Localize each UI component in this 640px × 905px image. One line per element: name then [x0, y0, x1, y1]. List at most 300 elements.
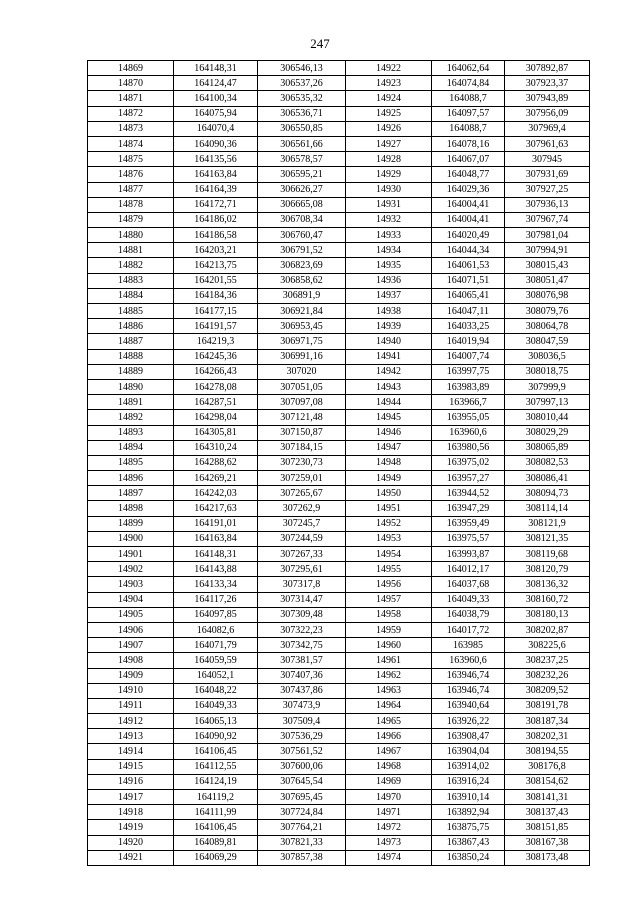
- x-coord-left-cell: 164242,03: [174, 486, 258, 501]
- x-coord-right-cell: 163966,7: [432, 395, 505, 410]
- point-id-left-cell: 14876: [88, 167, 174, 182]
- x-coord-right-cell: 163892,94: [432, 805, 505, 820]
- x-coord-right-cell: 164017,72: [432, 622, 505, 637]
- y-coord-right-cell: 308121,9: [505, 516, 590, 531]
- point-id-right-cell: 14924: [346, 91, 432, 106]
- x-coord-right-cell: 163850,24: [432, 850, 505, 865]
- x-coord-right-cell: 163946,74: [432, 668, 505, 683]
- point-id-left-cell: 14902: [88, 562, 174, 577]
- table-row: [88, 805, 590, 820]
- y-coord-right-cell: 307994,91: [505, 243, 590, 258]
- y-coord-left-cell: 306760,47: [258, 228, 346, 243]
- point-id-left-cell: 14906: [88, 622, 174, 637]
- x-coord-left-cell: 164148,31: [174, 547, 258, 562]
- y-coord-right-cell: 307961,63: [505, 136, 590, 151]
- x-coord-right-cell: 164078,16: [432, 136, 505, 151]
- point-id-right-cell: 14949: [346, 471, 432, 486]
- table-row: [88, 395, 590, 410]
- x-coord-left-cell: 164148,31: [174, 61, 258, 76]
- y-coord-right-cell: 308119,68: [505, 547, 590, 562]
- table-row: [88, 152, 590, 167]
- y-coord-left-cell: 306891,9: [258, 288, 346, 303]
- x-coord-right-cell: 164029,36: [432, 182, 505, 197]
- y-coord-right-cell: 307927,25: [505, 182, 590, 197]
- y-coord-left-cell: 306595,21: [258, 167, 346, 182]
- y-coord-left-cell: 307764,21: [258, 820, 346, 835]
- y-coord-left-cell: 306953,45: [258, 319, 346, 334]
- table-row: [88, 212, 590, 227]
- page-number: 247: [310, 36, 330, 51]
- point-id-right-cell: 14939: [346, 319, 432, 334]
- point-id-left-cell: 14900: [88, 531, 174, 546]
- table-row: [88, 425, 590, 440]
- x-coord-right-cell: 163975,02: [432, 455, 505, 470]
- point-id-right-cell: 14932: [346, 212, 432, 227]
- y-coord-right-cell: 308232,26: [505, 668, 590, 683]
- point-id-right-cell: 14934: [346, 243, 432, 258]
- x-coord-left-cell: 164184,36: [174, 288, 258, 303]
- x-coord-left-cell: 164049,33: [174, 698, 258, 713]
- table-row: [88, 607, 590, 622]
- point-id-left-cell: 14870: [88, 76, 174, 91]
- x-coord-right-cell: 164007,74: [432, 349, 505, 364]
- point-id-right-cell: 14961: [346, 653, 432, 668]
- point-id-right-cell: 14952: [346, 516, 432, 531]
- x-coord-right-cell: 164088,7: [432, 121, 505, 136]
- point-id-left-cell: 14895: [88, 455, 174, 470]
- point-id-right-cell: 14956: [346, 577, 432, 592]
- table-row: [88, 197, 590, 212]
- y-coord-left-cell: 306665,08: [258, 197, 346, 212]
- point-id-left-cell: 14878: [88, 197, 174, 212]
- table-row: [88, 547, 590, 562]
- point-id-left-cell: 14897: [88, 486, 174, 501]
- point-id-left-cell: 14912: [88, 714, 174, 729]
- y-coord-right-cell: 307936,13: [505, 197, 590, 212]
- coordinates-table-body: [88, 61, 590, 866]
- x-coord-right-cell: 163916,24: [432, 774, 505, 789]
- x-coord-left-cell: 164090,92: [174, 729, 258, 744]
- y-coord-left-cell: 306991,16: [258, 349, 346, 364]
- y-coord-left-cell: 306536,71: [258, 106, 346, 121]
- point-id-right-cell: 14928: [346, 152, 432, 167]
- y-coord-left-cell: 307342,75: [258, 638, 346, 653]
- y-coord-left-cell: 307821,33: [258, 835, 346, 850]
- x-coord-left-cell: 164163,84: [174, 167, 258, 182]
- y-coord-right-cell: 307945: [505, 152, 590, 167]
- x-coord-right-cell: 163904,04: [432, 744, 505, 759]
- y-coord-right-cell: 308015,43: [505, 258, 590, 273]
- x-coord-right-cell: 164065,41: [432, 288, 505, 303]
- table-row: [88, 622, 590, 637]
- point-id-right-cell: 14960: [346, 638, 432, 653]
- point-id-left-cell: 14884: [88, 288, 174, 303]
- y-coord-right-cell: 308180,13: [505, 607, 590, 622]
- x-coord-right-cell: 164049,33: [432, 592, 505, 607]
- point-id-right-cell: 14944: [346, 395, 432, 410]
- x-coord-right-cell: 163955,05: [432, 410, 505, 425]
- x-coord-right-cell: 164067,07: [432, 152, 505, 167]
- y-coord-right-cell: 308209,52: [505, 683, 590, 698]
- point-id-right-cell: 14930: [346, 182, 432, 197]
- x-coord-right-cell: 163875,75: [432, 820, 505, 835]
- table-row: [88, 486, 590, 501]
- x-coord-left-cell: 164048,22: [174, 683, 258, 698]
- x-coord-left-cell: 164298,04: [174, 410, 258, 425]
- x-coord-left-cell: 164213,75: [174, 258, 258, 273]
- y-coord-left-cell: 307695,45: [258, 790, 346, 805]
- y-coord-right-cell: 307943,89: [505, 91, 590, 106]
- y-coord-right-cell: 308082,53: [505, 455, 590, 470]
- table-row: [88, 273, 590, 288]
- point-id-left-cell: 14890: [88, 379, 174, 394]
- y-coord-right-cell: 308151,85: [505, 820, 590, 835]
- y-coord-left-cell: 307314,47: [258, 592, 346, 607]
- y-coord-left-cell: 306921,84: [258, 304, 346, 319]
- point-id-right-cell: 14947: [346, 440, 432, 455]
- x-coord-right-cell: 163957,27: [432, 471, 505, 486]
- x-coord-left-cell: 164266,43: [174, 364, 258, 379]
- x-coord-right-cell: 164004,41: [432, 197, 505, 212]
- x-coord-right-cell: 164019,94: [432, 334, 505, 349]
- y-coord-right-cell: 307997,13: [505, 395, 590, 410]
- y-coord-right-cell: 308064,78: [505, 319, 590, 334]
- x-coord-right-cell: 163910,14: [432, 790, 505, 805]
- point-id-right-cell: 14950: [346, 486, 432, 501]
- y-coord-right-cell: 308136,32: [505, 577, 590, 592]
- x-coord-left-cell: 164245,36: [174, 349, 258, 364]
- y-coord-left-cell: 307265,67: [258, 486, 346, 501]
- point-id-left-cell: 14907: [88, 638, 174, 653]
- point-id-right-cell: 14973: [346, 835, 432, 850]
- point-id-left-cell: 14901: [88, 547, 174, 562]
- x-coord-left-cell: 164219,3: [174, 334, 258, 349]
- y-coord-left-cell: 307262,9: [258, 501, 346, 516]
- point-id-right-cell: 14954: [346, 547, 432, 562]
- y-coord-right-cell: 307923,37: [505, 76, 590, 91]
- y-coord-right-cell: 308094,73: [505, 486, 590, 501]
- x-coord-left-cell: 164069,29: [174, 850, 258, 865]
- x-coord-right-cell: 164088,7: [432, 91, 505, 106]
- table-row: [88, 698, 590, 713]
- x-coord-left-cell: 164059,59: [174, 653, 258, 668]
- point-id-right-cell: 14974: [346, 850, 432, 865]
- point-id-left-cell: 14913: [88, 729, 174, 744]
- point-id-left-cell: 14874: [88, 136, 174, 151]
- x-coord-left-cell: 164052,1: [174, 668, 258, 683]
- point-id-left-cell: 14877: [88, 182, 174, 197]
- point-id-left-cell: 14894: [88, 440, 174, 455]
- point-id-right-cell: 14969: [346, 774, 432, 789]
- x-coord-left-cell: 164310,24: [174, 440, 258, 455]
- table-row: [88, 455, 590, 470]
- x-coord-left-cell: 164133,34: [174, 577, 258, 592]
- y-coord-right-cell: 307967,74: [505, 212, 590, 227]
- point-id-left-cell: 14893: [88, 425, 174, 440]
- table-row: [88, 850, 590, 865]
- x-coord-left-cell: 164164,39: [174, 182, 258, 197]
- x-coord-left-cell: 164111,99: [174, 805, 258, 820]
- table-row: [88, 91, 590, 106]
- x-coord-left-cell: 164203,21: [174, 243, 258, 258]
- table-row: [88, 638, 590, 653]
- point-id-right-cell: 14972: [346, 820, 432, 835]
- x-coord-right-cell: 163983,89: [432, 379, 505, 394]
- y-coord-right-cell: 308225,6: [505, 638, 590, 653]
- table-row: [88, 653, 590, 668]
- table-row: [88, 136, 590, 151]
- point-id-right-cell: 14940: [346, 334, 432, 349]
- table-row: [88, 61, 590, 76]
- point-id-right-cell: 14926: [346, 121, 432, 136]
- x-coord-right-cell: 163960,6: [432, 653, 505, 668]
- y-coord-left-cell: 306550,85: [258, 121, 346, 136]
- y-coord-right-cell: 307931,69: [505, 167, 590, 182]
- table-row: [88, 167, 590, 182]
- point-id-right-cell: 14951: [346, 501, 432, 516]
- table-row: [88, 729, 590, 744]
- point-id-right-cell: 14971: [346, 805, 432, 820]
- y-coord-right-cell: 308202,31: [505, 729, 590, 744]
- point-id-right-cell: 14923: [346, 76, 432, 91]
- x-coord-left-cell: 164191,57: [174, 319, 258, 334]
- table-row: [88, 471, 590, 486]
- x-coord-left-cell: 164305,81: [174, 425, 258, 440]
- point-id-left-cell: 14904: [88, 592, 174, 607]
- point-id-right-cell: 14945: [346, 410, 432, 425]
- y-coord-right-cell: 308051,47: [505, 273, 590, 288]
- y-coord-right-cell: 308079,76: [505, 304, 590, 319]
- y-coord-right-cell: 307969,4: [505, 121, 590, 136]
- y-coord-left-cell: 307645,54: [258, 774, 346, 789]
- table-row: [88, 228, 590, 243]
- point-id-left-cell: 14898: [88, 501, 174, 516]
- y-coord-right-cell: 308114,14: [505, 501, 590, 516]
- point-id-right-cell: 14948: [346, 455, 432, 470]
- table-row: [88, 531, 590, 546]
- table-row: [88, 258, 590, 273]
- point-id-right-cell: 14955: [346, 562, 432, 577]
- x-coord-right-cell: 163997,75: [432, 364, 505, 379]
- table-row: [88, 835, 590, 850]
- point-id-left-cell: 14915: [88, 759, 174, 774]
- y-coord-right-cell: 308173,48: [505, 850, 590, 865]
- coordinates-table: [87, 60, 590, 866]
- point-id-left-cell: 14914: [88, 744, 174, 759]
- table-row: [88, 820, 590, 835]
- point-id-left-cell: 14917: [88, 790, 174, 805]
- y-coord-left-cell: 307407,36: [258, 668, 346, 683]
- y-coord-right-cell: 308029,29: [505, 425, 590, 440]
- y-coord-left-cell: 306561,66: [258, 136, 346, 151]
- x-coord-left-cell: 164124,47: [174, 76, 258, 91]
- point-id-left-cell: 14905: [88, 607, 174, 622]
- point-id-right-cell: 14968: [346, 759, 432, 774]
- point-id-left-cell: 14875: [88, 152, 174, 167]
- point-id-left-cell: 14911: [88, 698, 174, 713]
- x-coord-right-cell: 163940,64: [432, 698, 505, 713]
- x-coord-right-cell: 163946,74: [432, 683, 505, 698]
- table-row: [88, 714, 590, 729]
- y-coord-right-cell: 307981,04: [505, 228, 590, 243]
- table-row: [88, 562, 590, 577]
- x-coord-left-cell: 164287,51: [174, 395, 258, 410]
- point-id-right-cell: 14962: [346, 668, 432, 683]
- y-coord-right-cell: 308086,41: [505, 471, 590, 486]
- point-id-right-cell: 14957: [346, 592, 432, 607]
- y-coord-left-cell: 307097,08: [258, 395, 346, 410]
- x-coord-right-cell: 164012,17: [432, 562, 505, 577]
- x-coord-right-cell: 163944,52: [432, 486, 505, 501]
- y-coord-left-cell: 307561,52: [258, 744, 346, 759]
- point-id-left-cell: 14869: [88, 61, 174, 76]
- y-coord-right-cell: 307892,87: [505, 61, 590, 76]
- y-coord-left-cell: 307322,23: [258, 622, 346, 637]
- y-coord-left-cell: 306858,62: [258, 273, 346, 288]
- y-coord-right-cell: 308047,59: [505, 334, 590, 349]
- y-coord-left-cell: 307020: [258, 364, 346, 379]
- point-id-right-cell: 14946: [346, 425, 432, 440]
- y-coord-right-cell: 308036,5: [505, 349, 590, 364]
- point-id-right-cell: 14942: [346, 364, 432, 379]
- y-coord-left-cell: 306537,26: [258, 76, 346, 91]
- x-coord-left-cell: 164217,63: [174, 501, 258, 516]
- x-coord-right-cell: 164044,34: [432, 243, 505, 258]
- y-coord-right-cell: 308237,25: [505, 653, 590, 668]
- x-coord-left-cell: 164106,45: [174, 820, 258, 835]
- point-id-right-cell: 14941: [346, 349, 432, 364]
- x-coord-left-cell: 164070,4: [174, 121, 258, 136]
- x-coord-left-cell: 164119,2: [174, 790, 258, 805]
- point-id-right-cell: 14966: [346, 729, 432, 744]
- x-coord-right-cell: 163908,47: [432, 729, 505, 744]
- x-coord-left-cell: 164082,6: [174, 622, 258, 637]
- point-id-right-cell: 14933: [346, 228, 432, 243]
- y-coord-left-cell: 307509,4: [258, 714, 346, 729]
- point-id-left-cell: 14888: [88, 349, 174, 364]
- table-row: [88, 410, 590, 425]
- y-coord-right-cell: 308187,34: [505, 714, 590, 729]
- x-coord-right-cell: 164037,68: [432, 577, 505, 592]
- y-coord-left-cell: 307536,29: [258, 729, 346, 744]
- x-coord-left-cell: 164106,45: [174, 744, 258, 759]
- y-coord-right-cell: 308137,43: [505, 805, 590, 820]
- point-id-right-cell: 14929: [346, 167, 432, 182]
- point-id-right-cell: 14931: [346, 197, 432, 212]
- point-id-right-cell: 14936: [346, 273, 432, 288]
- y-coord-left-cell: 307381,57: [258, 653, 346, 668]
- point-id-left-cell: 14896: [88, 471, 174, 486]
- y-coord-right-cell: 307999,9: [505, 379, 590, 394]
- table-row: [88, 516, 590, 531]
- x-coord-left-cell: 164278,08: [174, 379, 258, 394]
- point-id-right-cell: 14958: [346, 607, 432, 622]
- y-coord-left-cell: 306578,57: [258, 152, 346, 167]
- x-coord-right-cell: 163985: [432, 638, 505, 653]
- y-coord-left-cell: 307317,8: [258, 577, 346, 592]
- point-id-left-cell: 14916: [88, 774, 174, 789]
- point-id-left-cell: 14885: [88, 304, 174, 319]
- table-row: [88, 668, 590, 683]
- y-coord-left-cell: 307600,06: [258, 759, 346, 774]
- y-coord-right-cell: 308121,35: [505, 531, 590, 546]
- y-coord-left-cell: 307259,01: [258, 471, 346, 486]
- x-coord-left-cell: 164186,02: [174, 212, 258, 227]
- y-coord-left-cell: 307309,48: [258, 607, 346, 622]
- point-id-left-cell: 14880: [88, 228, 174, 243]
- point-id-left-cell: 14871: [88, 91, 174, 106]
- point-id-left-cell: 14921: [88, 850, 174, 865]
- x-coord-right-cell: 163947,29: [432, 501, 505, 516]
- x-coord-right-cell: 164038,79: [432, 607, 505, 622]
- point-id-left-cell: 14909: [88, 668, 174, 683]
- x-coord-left-cell: 164172,71: [174, 197, 258, 212]
- x-coord-left-cell: 164186,58: [174, 228, 258, 243]
- y-coord-left-cell: 307437,86: [258, 683, 346, 698]
- x-coord-left-cell: 164191,01: [174, 516, 258, 531]
- y-coord-left-cell: 307473,9: [258, 698, 346, 713]
- y-coord-left-cell: 306546,13: [258, 61, 346, 76]
- x-coord-right-cell: 164020,49: [432, 228, 505, 243]
- table-row: [88, 334, 590, 349]
- point-id-right-cell: 14953: [346, 531, 432, 546]
- point-id-left-cell: 14903: [88, 577, 174, 592]
- y-coord-left-cell: 306823,69: [258, 258, 346, 273]
- x-coord-right-cell: 164097,57: [432, 106, 505, 121]
- x-coord-left-cell: 164124,19: [174, 774, 258, 789]
- point-id-left-cell: 14918: [88, 805, 174, 820]
- point-id-right-cell: 14965: [346, 714, 432, 729]
- table-row: [88, 683, 590, 698]
- point-id-right-cell: 14937: [346, 288, 432, 303]
- y-coord-right-cell: 307956,09: [505, 106, 590, 121]
- x-coord-left-cell: 164090,36: [174, 136, 258, 151]
- x-coord-right-cell: 164033,25: [432, 319, 505, 334]
- x-coord-right-cell: 163926,22: [432, 714, 505, 729]
- table-row: [88, 577, 590, 592]
- y-coord-left-cell: 307051,05: [258, 379, 346, 394]
- x-coord-right-cell: 164047,11: [432, 304, 505, 319]
- x-coord-left-cell: 164071,79: [174, 638, 258, 653]
- table-row: [88, 774, 590, 789]
- x-coord-left-cell: 164117,26: [174, 592, 258, 607]
- point-id-left-cell: 14872: [88, 106, 174, 121]
- point-id-left-cell: 14892: [88, 410, 174, 425]
- table-row: [88, 304, 590, 319]
- point-id-right-cell: 14922: [346, 61, 432, 76]
- x-coord-left-cell: 164163,84: [174, 531, 258, 546]
- x-coord-right-cell: 163975,57: [432, 531, 505, 546]
- x-coord-left-cell: 164089,81: [174, 835, 258, 850]
- x-coord-left-cell: 164201,55: [174, 273, 258, 288]
- point-id-left-cell: 14908: [88, 653, 174, 668]
- table-row: [88, 592, 590, 607]
- y-coord-left-cell: 307245,7: [258, 516, 346, 531]
- x-coord-right-cell: 163960,6: [432, 425, 505, 440]
- table-row: [88, 379, 590, 394]
- point-id-right-cell: 14943: [346, 379, 432, 394]
- point-id-left-cell: 14886: [88, 319, 174, 334]
- point-id-right-cell: 14967: [346, 744, 432, 759]
- table-row: [88, 243, 590, 258]
- y-coord-left-cell: 306971,75: [258, 334, 346, 349]
- y-coord-right-cell: 308154,62: [505, 774, 590, 789]
- point-id-left-cell: 14910: [88, 683, 174, 698]
- x-coord-right-cell: 163993,87: [432, 547, 505, 562]
- x-coord-right-cell: 164004,41: [432, 212, 505, 227]
- y-coord-left-cell: 307121,48: [258, 410, 346, 425]
- y-coord-right-cell: 308065,89: [505, 440, 590, 455]
